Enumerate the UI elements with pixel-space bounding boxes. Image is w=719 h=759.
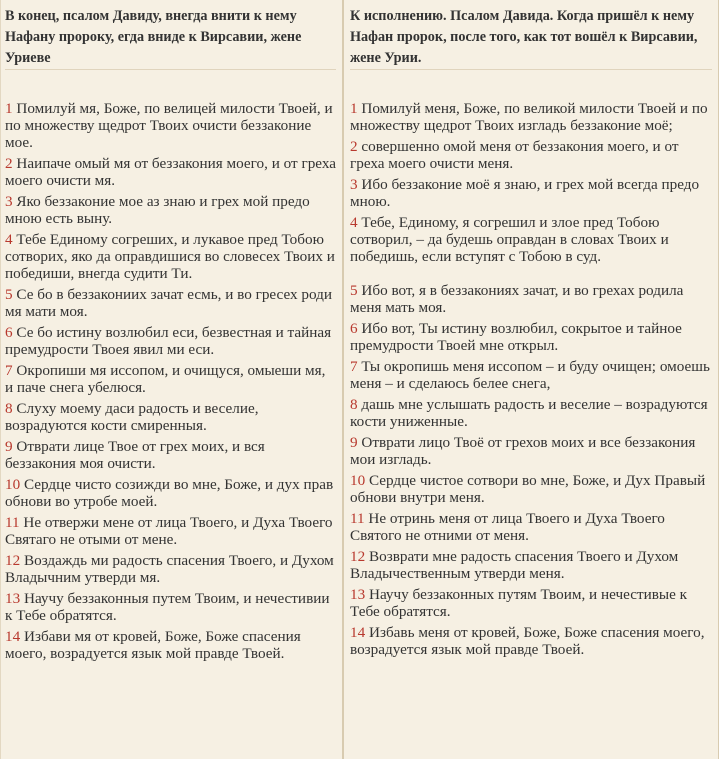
verse-text: Наипаче омый мя от беззакония моего, и от греха моего очисти мя. bbox=[5, 155, 336, 189]
verse-text: Избави мя от кровей, Боже, Боже спасения моего, возрадуется язык мой правде Твоей. bbox=[5, 628, 301, 662]
verse-number: 12 bbox=[5, 552, 21, 569]
verse-text: Научу беззаконныя путем Твоим, и нечестивии к Тебе обратятся. bbox=[5, 590, 330, 624]
verse-number: 14 bbox=[5, 628, 21, 645]
verse-text: Помилуй меня, Боже, по великой милости Твоей и по множеству щедрот Твоих изгладь беззаконие моё; bbox=[350, 100, 708, 134]
verse-text: Тебе, Единому, я согрешил и злое пред Тобою сотворил, – да будешь оправдан в словах Твоих и победишь, если вступят с Тобою в суд. bbox=[350, 214, 669, 265]
verse bbox=[5, 362, 336, 396]
verse-text: Сердце чистое сотвори во мне, Боже, и Дух Правый обнови внутри меня. bbox=[350, 472, 706, 506]
verse-number: 6 bbox=[5, 324, 13, 341]
verse-number: 4 bbox=[350, 214, 358, 231]
verse-number: 3 bbox=[350, 176, 358, 193]
verse-number: 7 bbox=[5, 362, 13, 379]
left-heading: В конец, псалом Давиду, внегда внити к нему Нафану пророку, егда вниде к Вирсавии, жене Уриеве bbox=[5, 6, 336, 70]
verse bbox=[350, 176, 712, 210]
verse bbox=[5, 100, 336, 151]
verse-number: 5 bbox=[350, 282, 358, 299]
verse bbox=[350, 472, 712, 506]
verse-text: Отврати лицо Твоё от грехов моих и все беззакония мои изгладь. bbox=[350, 434, 696, 468]
verse bbox=[350, 434, 712, 468]
verse-number: 5 bbox=[5, 286, 13, 303]
verse-text: Не отринь меня от лица Твоего и Духа Твоего Святого не отними от меня. bbox=[350, 510, 665, 544]
verse-number: 11 bbox=[350, 510, 365, 527]
verse-number: 1 bbox=[5, 100, 13, 117]
verse bbox=[350, 100, 712, 134]
verse bbox=[350, 510, 712, 544]
right-heading: К исполнению. Псалом Давида. Когда пришёл к нему Нафан пророк, после того, как тот вошёл к Вирсавии, жене Урии. bbox=[350, 6, 712, 70]
verse-number: 10 bbox=[5, 476, 21, 493]
verse bbox=[350, 320, 712, 354]
verse-number: 13 bbox=[5, 590, 21, 607]
verse-text: Научу беззаконных путям Твоим, и нечестивые к Тебе обратятся. bbox=[350, 586, 688, 620]
verse-number: 8 bbox=[350, 396, 358, 413]
verse-text: Окропиши мя иссопом, и очищуся, омыеши мя, и паче снега убелюся. bbox=[5, 362, 326, 396]
left-verse-list bbox=[5, 100, 336, 662]
verse bbox=[350, 138, 712, 172]
verse bbox=[350, 358, 712, 392]
verse-number: 9 bbox=[5, 438, 13, 455]
verse-number: 3 bbox=[5, 193, 13, 210]
church-slavonic-column bbox=[0, 0, 343, 759]
verse-text: Воздаждь ми радость спасения Твоего, и Духом Владычним утверди мя. bbox=[5, 552, 334, 586]
verse bbox=[350, 586, 712, 620]
verse bbox=[5, 400, 336, 434]
verse-number: 1 bbox=[350, 100, 358, 117]
verse bbox=[350, 396, 712, 430]
verse-text: Избавь меня от кровей, Боже, Боже спасения моего, возрадуется язык мой правде Твоей. bbox=[350, 624, 705, 658]
verse bbox=[350, 214, 712, 265]
verse-text: Яко беззаконие мое аз знаю и грех мой предо мною есть выну. bbox=[5, 193, 310, 227]
verse bbox=[5, 590, 336, 624]
verse-number: 12 bbox=[350, 548, 366, 565]
verse-text: Слуху моему даси радость и веселие, возрадуются кости смиренныя. bbox=[5, 400, 259, 434]
verse-text: Сердце чисто созижди во мне, Боже, и дух прав обнови во утробе моей. bbox=[5, 476, 334, 510]
verse-text: Помилуй мя, Боже, по велицей милости Твоей, и по множеству щедрот Твоих очисти беззаконие мое. bbox=[5, 100, 333, 151]
right-verse-list bbox=[350, 100, 712, 658]
russian-column bbox=[343, 0, 719, 759]
verse bbox=[5, 286, 336, 320]
verse-number: 9 bbox=[350, 434, 358, 451]
verse-number: 6 bbox=[350, 320, 358, 337]
verse-number: 13 bbox=[350, 586, 366, 603]
verse-number: 4 bbox=[5, 231, 13, 248]
verse-text: Отврати лице Твое от грех моих, и вся беззакония моя очисти. bbox=[5, 438, 265, 472]
verse-number: 7 bbox=[350, 358, 358, 375]
verse-text: совершенно омой меня от беззакония моего, и от греха моего очисти меня. bbox=[350, 138, 679, 172]
verse-text: Ты окропишь меня иссопом – и буду очищен; омоешь меня – и сделаюсь белее снега, bbox=[350, 358, 710, 392]
verse bbox=[5, 514, 336, 548]
verse-text: Возврати мне радость спасения Твоего и Духом Владычественным утверди меня. bbox=[350, 548, 679, 582]
verse-text: Тебе Единому согреших, и лукавое пред Тобою сотворих, яко да оправдишися во словесех Твоих и победиши, внегда судити Ти. bbox=[5, 231, 335, 282]
verse bbox=[5, 438, 336, 472]
verse-number: 14 bbox=[350, 624, 366, 641]
verse bbox=[5, 155, 336, 189]
verse bbox=[350, 624, 712, 658]
verse bbox=[350, 548, 712, 582]
verse-text: дашь мне услышать радость и веселие – возрадуются кости униженные. bbox=[350, 396, 708, 430]
verse-text: Ибо беззаконие моё я знаю, и грех мой всегда предо мною. bbox=[350, 176, 700, 210]
verse-number: 10 bbox=[350, 472, 366, 489]
verse bbox=[5, 552, 336, 586]
verse bbox=[5, 231, 336, 282]
verse-text: Не отвержи мене от лица Твоего, и Духа Твоего Святаго не отыми от мене. bbox=[5, 514, 333, 548]
verse-number: 2 bbox=[350, 138, 358, 155]
verse-text: Се бо истину возлюбил еси, безвестная и тайная премудрости Твоея явил ми еси. bbox=[5, 324, 332, 358]
verse bbox=[5, 193, 336, 227]
verse-number: 2 bbox=[5, 155, 13, 172]
verse-text: Ибо вот, Ты истину возлюбил, сокрытое и тайное премудрости Твоей мне открыл. bbox=[350, 320, 682, 354]
verse bbox=[350, 282, 712, 316]
verse bbox=[5, 476, 336, 510]
verse-text: Се бо в беззакониих зачат есмь, и во гресех роди мя мати моя. bbox=[5, 286, 333, 320]
verse-text: Ибо вот, я в беззакониях зачат, и во грехах родила меня мать моя. bbox=[350, 282, 684, 316]
verse-number: 8 bbox=[5, 400, 13, 417]
verse bbox=[5, 324, 336, 358]
verse-number: 11 bbox=[5, 514, 20, 531]
verse bbox=[5, 628, 336, 662]
